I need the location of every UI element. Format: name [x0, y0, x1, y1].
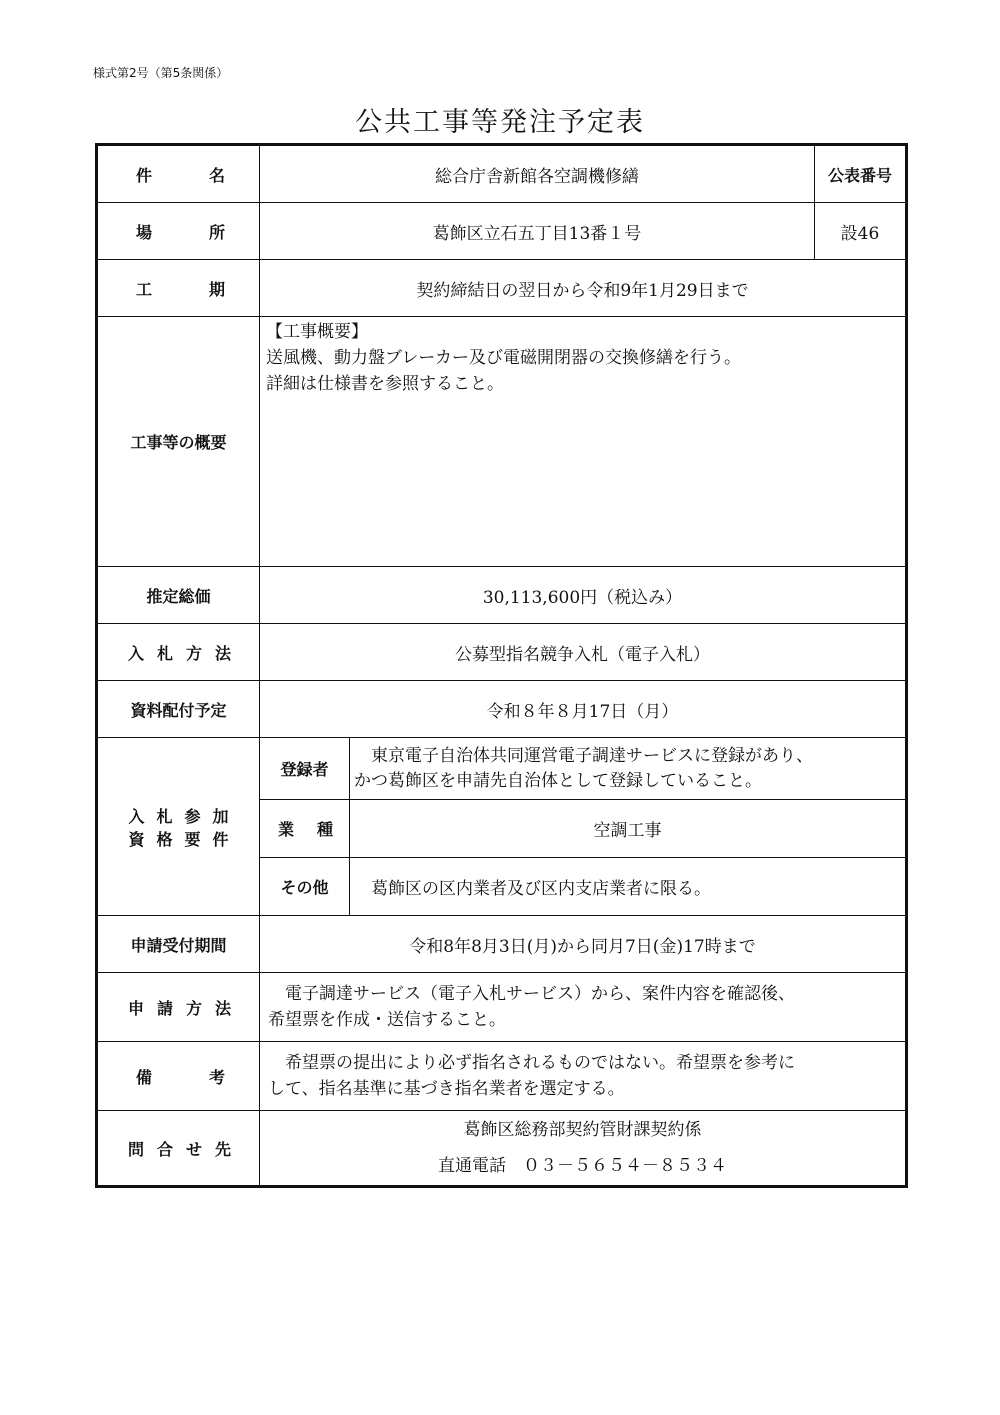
place-value: 葛飾区立石五丁目13番１号 [260, 203, 815, 260]
overview-line: 【工事概要】 [266, 322, 368, 342]
industry-value: 空調工事 [350, 800, 907, 858]
application-method-value: 電子調達サービス（電子入札サービス）から、案件内容を確認後、 希望票を作成・送信すること。 [260, 973, 907, 1042]
distribution-label: 資料配付予定 [97, 681, 260, 738]
contact-label: 問 合 せ 先 [97, 1111, 260, 1187]
row-qualification-registrant [97, 738, 907, 800]
row-project-name [97, 145, 907, 203]
publication-number-label: 公表番号 [815, 145, 907, 203]
registrant-value: 東京電子自治体共同運営電子調達サービスに登録があり、 かつ葛飾区を申請先自治体として登録していること。 [350, 738, 907, 800]
contact-value [260, 1111, 907, 1187]
row-bid-method [97, 624, 907, 681]
publication-number-value: 設46 [815, 203, 907, 260]
project-name-value: 総合庁舎新館各空調機修繕 [260, 145, 815, 203]
bid-method-value: 公募型指名競争入札（電子入札） [260, 624, 907, 681]
row-application-period [97, 916, 907, 973]
bid-method-label: 入 札 方 法 [97, 624, 260, 681]
overview-value [260, 317, 907, 567]
row-remarks [97, 1042, 907, 1111]
contact-department: 葛飾区総務部契約管財課契約係 [463, 1120, 702, 1140]
period-value: 契約締結日の翌日から令和9年1月29日まで [260, 260, 907, 317]
overview-line: 送風機、動力盤ブレーカー及び電磁開閉器の交換修繕を行う。 [266, 348, 741, 368]
application-period-label: 申請受付期間 [97, 916, 260, 973]
overview-label: 工事等の概要 [97, 317, 260, 567]
order-schedule-table [95, 143, 908, 1188]
row-overview [97, 317, 907, 567]
application-method-label: 申 請 方 法 [97, 973, 260, 1042]
overview-line: 詳細は仕様書を参照すること。 [266, 374, 504, 394]
page-title: 公共工事等発注予定表 [355, 107, 645, 138]
contact-phone: 直通電話 ０３－５６５４－８５３４ [438, 1156, 727, 1176]
row-contact [97, 1111, 907, 1187]
application-period-value: 令和8年8月3日(月)から同月7日(金)17時まで [260, 916, 907, 973]
remarks-label: 備 考 [97, 1042, 260, 1111]
row-distribution [97, 681, 907, 738]
row-place [97, 203, 907, 260]
form-number: 様式第2号（第5条関係） [93, 66, 229, 80]
row-application-method [97, 973, 907, 1042]
period-label: 工 期 [97, 260, 260, 317]
qualification-label: 入 札 参 加 資 格 要 件 [97, 738, 260, 916]
industry-label: 業 種 [260, 800, 350, 858]
row-estimate [97, 567, 907, 624]
other-label: その他 [260, 858, 350, 916]
registrant-label: 登録者 [260, 738, 350, 800]
estimate-value: 30,113,600円（税込み） [260, 567, 907, 624]
estimate-label: 推定総価 [97, 567, 260, 624]
row-period [97, 260, 907, 317]
other-value: 葛飾区の区内業者及び区内支店業者に限る。 [350, 858, 907, 916]
remarks-value: 希望票の提出により必ず指名されるものではない。希望票を参考に して、指名基準に基づき指名業者を選定する。 [260, 1042, 907, 1111]
project-name-label: 件 名 [97, 145, 260, 203]
distribution-value: 令和８年８月17日（月） [260, 681, 907, 738]
place-label: 場 所 [97, 203, 260, 260]
